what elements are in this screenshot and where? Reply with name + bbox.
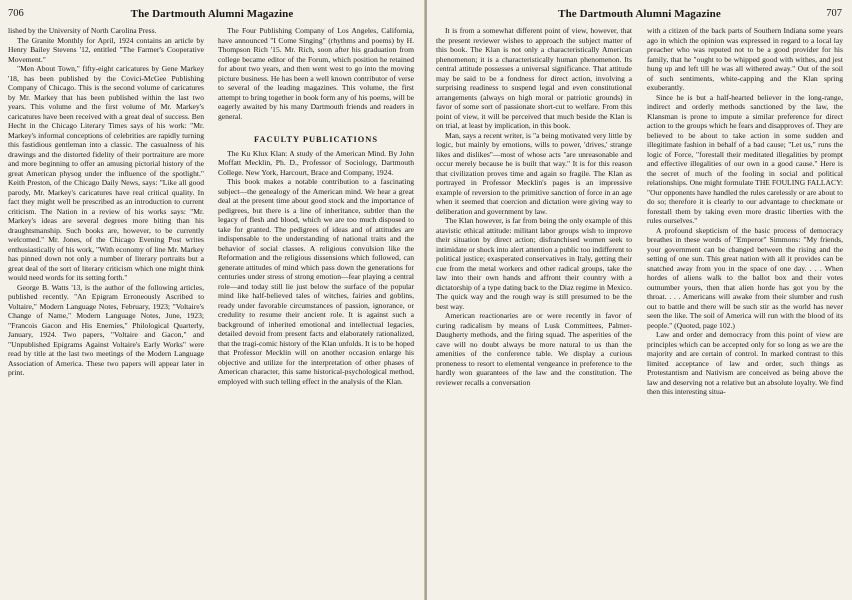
running-title: The Dartmouth Alumni Magazine xyxy=(558,8,721,20)
right-column-2 xyxy=(647,26,843,594)
right-page-header xyxy=(437,6,842,22)
paragraph: lished by the University of North Carolina Press. xyxy=(8,26,157,35)
paragraph: George B. Watts '13, is the author of the following articles, published recently. "An Epigram Erroneously Ascribed to Voltaire," Modern Language Notes, February, 1923; "Voltaire's Change of Name," Modern Language Notes, June, 1923; "Francois Gacon and His Enemies," Philological Quarterly, January, 1924. Two papers, "Voltaire and Gacon," and "Unpublished Epigrams Against Voltaire's Early Works" were read by title at the last two meetings of the Modern Language Association of America. These two papers will appear later in print. xyxy=(8,282,204,377)
paragraph: Law and order and democracy from this point of view are principles which can be accepted only for so long as we are the majority and are certain of control. In marked contrast to this limited acceptance of law and order, such things as Protestantism and Nativism are conceived as being above the law and deserving not a relative but an absolute loyalty. We find then this interesting situa- xyxy=(647,330,843,396)
paragraph: Since he is but a half-hearted believer in the long-range, indirect and orderly methods sanctioned by the law, the Klansman is prone to impute a similar preference for direct action to the groups which he fears and disapproves of. They are believed to be about to take action in some sudden and illegitimate fashion in behalf of a bad cause; "Let us," runs the logic of Force, "forestall their meditated illegalities by prompt and effective illegalities of our own in a good cause." Here is the secret of much of the fooling in social and political relationships. One might formulate THE FOULING FALLACY: "Our opponents have handled the rules carelessly or are about to do so; therefore it is clearly to our advantage to checkmate or forestall them by taking even more drastic liberties with the rules ourselves." xyxy=(647,92,843,225)
page-number: 706 xyxy=(8,8,24,19)
paragraph: This book makes a notable contribution to a fascinating subject—the genealogy of the American mind. We hear a great deal at the present time about good stock and the importance of pedigrees, but there is a line of inheritance, subtler than the legacy of flesh and blood, which we are too much disposed to take for granted. The pedigrees of ideas and of attitudes are indispensable to the understanding of national traits and the behavior of social classes. A religious convulsion like the Reformation and the religious dissensions which followed, can generate attitudes of mind which pass down the generations for centuries under stress of strong emotion—fear playing a central role—and today still lie just below the surface of the popular mind like half-believed tales of witches, fairies and goblins, ready under favorable circumstances of passion, ignorance, or credulity to resume their ancient role. It is against such a background of inherited emotional and intellectual legacies, detailed devoid from present facts and elaborately rationalized, that the tragi-comic history of the Klan unfolds. It is to be hoped that Professor Mecklin will on another occasion enlarge his objective and utilize for the interpretation of other phases of American character, this same historical-psychological method, employed with such telling effect in the analysis of the Klan. xyxy=(218,177,414,386)
paragraph: It is from a somewhat different point of view, however, that the present reviewer wishes to approach the subject matter of this book. The Klan is not only a characteristically American phenomenon; it is a characteristically human phenomenon. Its central attitude possesses a universal significance. That attitude may be said to be a fondness for direct action, involving a surprising readiness to suspend legal and even constitutional arrangements (always on high moral or patriotic grounds) in favor of some sort of passionate short-cut to welfare. From this point of view, it will be perceived that much beside the Klan is on trial, at least by implication, in this book. xyxy=(436,26,632,130)
paragraph: The Four Publishing Company of Los Angeles, California, have announced "I Come Singing" (rhythms and poems) by H. Thompson Rich '15. Mr. Rich, soon after his graduation from college became editor of the Forum, which position he retained for about two years, and then went west to go into the moving picture business. He has been a well known contributor of verse to several of the leading magazines. This volume, the first attempt to bring together in book form any of his poems, will be eagerly awaited by his many Dartmouth friends and readers in general. xyxy=(218,26,414,121)
paragraph: The Klan however, is far from being the only example of this atavistic ethical attitude: militant labor groups wish to improve their situation by direct action; disfranchised women seek to intimidate or shock into alert attention a public too indifferent to political justice; exasperated conservatives in Italy, getting their cue from the metal workers and other radical groups, take the law into their own hands and affront their country with a dictatorship of a type dating back to the Diaz regime in Mexico. The quick way and the rough way is still presumed to be the best way. xyxy=(436,216,632,311)
paragraph: The Granite Monthly for April, 1924 contains an article by Henry Bailey Stevens '12, entitled "The Farmer's Cooperative Movement." xyxy=(8,35,204,64)
section-heading: FACULTY PUBLICATIONS xyxy=(253,135,378,144)
paragraph: Man, says a recent writer, is "a being motivated very little by logic, but mainly by emotions, wills to power, 'drives,' strange likes and dislikes"—most of whose acts "are unreasonable and occur merely because he is built that way." It is for this reason that civilization proves time and again so fragile. The Klan as portrayed in Professor Mecklin's pages is an impressive example of reversion to the primitive sanction of force in an age when it seemed that coercion and dictation were giving way to deliberation and government by law. xyxy=(436,130,632,216)
paragraph: "Men About Town," fifty-eight caricatures by Gene Markey '18, has been published by the Covici-McGee Publishing Company of Chicago. This is the second volume of caricatures by Mr. Markey that has been published within the last two years. This volume and the first volume of Mr. Markey's caricatures have been received with a great deal of success. Ben Hecht in the Chicago Literary Times says of his work: "Mr. Markey's informal conceptions of celebrities are rapidly turning this fastidious gentleman into a classic. The casualness of his drawings and the distorted fidelity of their portraiture are more and more beginning to offer an amusing pictorial history of the great American physog under the influence of the spotlight." Keith Preston, of the Chicago Daily News, says: "Like all good parody, Mr. Markey's caricatures have real critical quality. In fact they might well be prescribed as an introduction to current criticism. The Nation in a review of his works says: "Mr. Markey's ideas are several degrees more biting than his draughtsmanship. Such books are, however, to be currently welcomed." Mr. Jones, of the Chicago Evening Post writes enthusiastically of his work, "With economy of line Mr. Markey has pinned down not only a number of literary portraits but a great deal of the sort of literary criticism which one might think would need words for its setting forth." xyxy=(8,64,204,282)
paragraph: A profound skepticism of the basic process of democracy breathes in these words of "Emperor" Simmons: "My friends, your government can be changed between the rising and the setting of one sun. This great nation with all it provides can be snatched away from you in the space of one day. . . . When hordes of aliens walk to the ballot box and their votes outnumber yours, then that alien horde has got you by the throat. . . . Americans will awake from their slumber and rush out to battle and there will be such stir as the world has never seen the like. The soil of America will run with the blood of its people." (Quoted, page 102.) xyxy=(647,225,843,330)
right-page xyxy=(427,0,852,600)
left-page-header xyxy=(8,6,416,22)
page-number: 707 xyxy=(826,8,842,19)
right-column-1 xyxy=(436,26,632,594)
book-citation: The Ku Klux Klan: A study of the American Mind. By John Moffatt Mecklin, Ph. D., Professor of Sociology, Dartmouth College. New York, Harcourt, Brace and Company, 1924. xyxy=(218,148,414,177)
running-title: The Dartmouth Alumni Magazine xyxy=(130,8,294,20)
paragraph: with a citizen of the back parts of Southern Indiana some years ago in which the opinion was expressed in regard to a local lay preacher who was reputed not to be a good provider for his family, that he "ought to be whipped good with withes, and jest hung up and left till he was all withered away." Out of the soil of such sentiments, white-capping and the Klan spring exuberantly. xyxy=(647,26,843,92)
left-column-1 xyxy=(8,26,204,594)
left-column-2 xyxy=(218,26,414,594)
left-page xyxy=(0,0,425,600)
paragraph: American reactionaries are or were recently in favor of curing radicalism by means of Lusk Committees, Palmer-Daugherty methods, and the firing squad. The asperities of the cave will no doubt always be more natural to us than the amenities of the conference table. We display a curious proneness to resort to elemental vengeance in preference to the hardly won guarantees of the law and the constitution. The reviewer recalls a conversation xyxy=(436,311,632,387)
